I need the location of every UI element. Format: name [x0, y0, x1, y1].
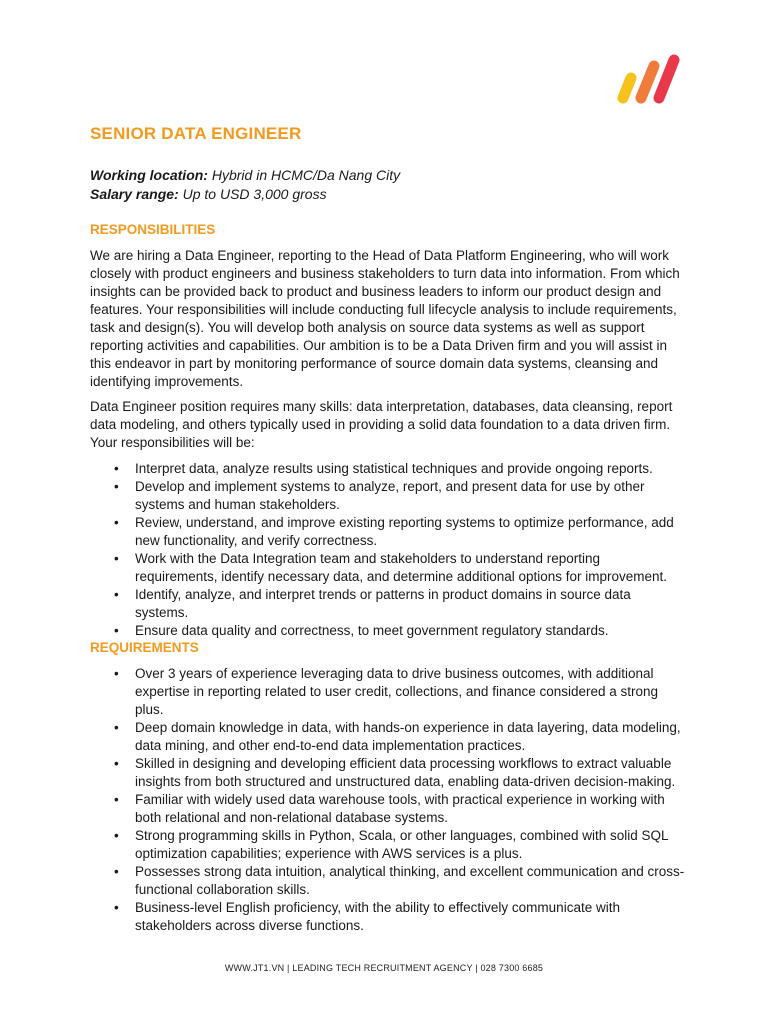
list-item: • Ensure data quality and correctness, to meet government regulatory standards.	[114, 623, 609, 638]
working-location-label: Working location:	[90, 167, 208, 183]
bullet-icon: •	[114, 623, 119, 638]
bullet-icon: •	[114, 756, 119, 771]
logo-bar-yellow	[623, 78, 631, 98]
bullet-icon: •	[114, 666, 119, 681]
salary-range	[90, 185, 400, 204]
list-item: • Business-level English proficiency, with the ability to effectively communicate with stakeholders across diverse functions.	[114, 900, 620, 933]
list-item: • Possesses strong data intuition, analytical thinking, and excellent communication and cross-functional collaboration skills.	[114, 864, 685, 897]
responsibilities-intro-paragraph: We are hiring a Data Engineer, reporting to the Head of Data Platform Engineering, who will work closely with product engineers and business stakeholders to turn data into information. From which insights can be provided back to product and business leaders to inform our product design and features. Your responsibilities will include conducting full lifecycle analysis to include requirements, task and design(s). You will develop both analysis on source data systems as well as support reporting activities and capabilities. Our ambition is to be a Data Driven firm and you will assist in this endeavor in part by monitoring performance of source domain data systems, cleansing and identifying improvements.	[90, 248, 680, 389]
list-item: • Develop and implement systems to analyze, report, and present data for use by other systems and human stakeholders.	[114, 479, 645, 512]
bullet-icon: •	[114, 900, 119, 915]
bullet-icon: •	[114, 792, 119, 807]
list-item: • Familiar with widely used data warehouse tools, with practical experience in working with both relational and non-relational database systems.	[114, 792, 665, 825]
list-item: • Interpret data, analyze results using statistical techniques and provide ongoing reports.	[114, 461, 653, 476]
list-item: • Deep domain knowledge in data, with hands-on experience in data layering, data modeling, data mining, and other end-to-end data implementation practices.	[114, 720, 681, 753]
working-location-value: Hybrid in HCMC/Da Nang City	[211, 167, 401, 183]
bullet-icon: •	[114, 587, 119, 602]
list-item: • Work with the Data Integration team and stakeholders to understand reporting requirements, identify necessary data, and determine additional options for improvement.	[114, 551, 668, 584]
list-item: • Over 3 years of experience leveraging data to drive business outcomes, with additional expertise in reporting related to user credit, collections, and finance considered a strong plus.	[114, 666, 659, 717]
logo-bar-red	[659, 60, 674, 98]
working-location	[90, 166, 400, 185]
requirements-heading: REQUIREMENTS	[90, 640, 199, 655]
bullet-icon: •	[114, 828, 119, 843]
bullet-icon: •	[114, 479, 119, 494]
list-item: • Identify, analyze, and interpret trends or patterns in product domains in source data systems.	[114, 587, 631, 620]
page-footer: WWW.JT1.VN | LEADING TECH RECRUITMENT AGENCY | 028 7300 6685	[224, 963, 544, 973]
bullet-icon: •	[114, 551, 119, 566]
salary-range-value: Up to USD 3,000 gross	[182, 186, 327, 202]
bullet-icon: •	[114, 461, 119, 476]
list-item: • Skilled in designing and developing efficient data processing workflows to extract valuable insights from both structured and unstructured data, enabling data-driven decision-making.	[114, 756, 676, 789]
bullet-icon: •	[114, 515, 119, 530]
bullet-icon: •	[114, 720, 119, 735]
logo-bar-orange	[641, 66, 654, 98]
requirements-list	[90, 665, 685, 935]
responsibilities-list	[90, 460, 685, 640]
salary-range-label: Salary range:	[90, 186, 179, 202]
bullet-icon: •	[114, 864, 119, 879]
job-meta	[90, 166, 400, 204]
list-item: • Strong programming skills in Python, Scala, or other languages, combined with solid SQL optimization capabilities; experience with AWS services is a plus.	[114, 828, 669, 861]
list-item: • Review, understand, and improve existing reporting systems to optimize performance, add new functionality, and verify correctness.	[114, 515, 674, 548]
responsibilities-skills-paragraph: Data Engineer position requires many skills: data interpretation, databases, data cleansing, report data modeling, and others typically used in providing a solid data foundation to a data driven firm. Your responsibilities will be:	[90, 399, 673, 450]
job-title: SENIOR DATA ENGINEER	[90, 124, 302, 143]
responsibilities-heading: RESPONSIBILITIES	[90, 222, 216, 237]
brand-logo	[617, 52, 681, 108]
